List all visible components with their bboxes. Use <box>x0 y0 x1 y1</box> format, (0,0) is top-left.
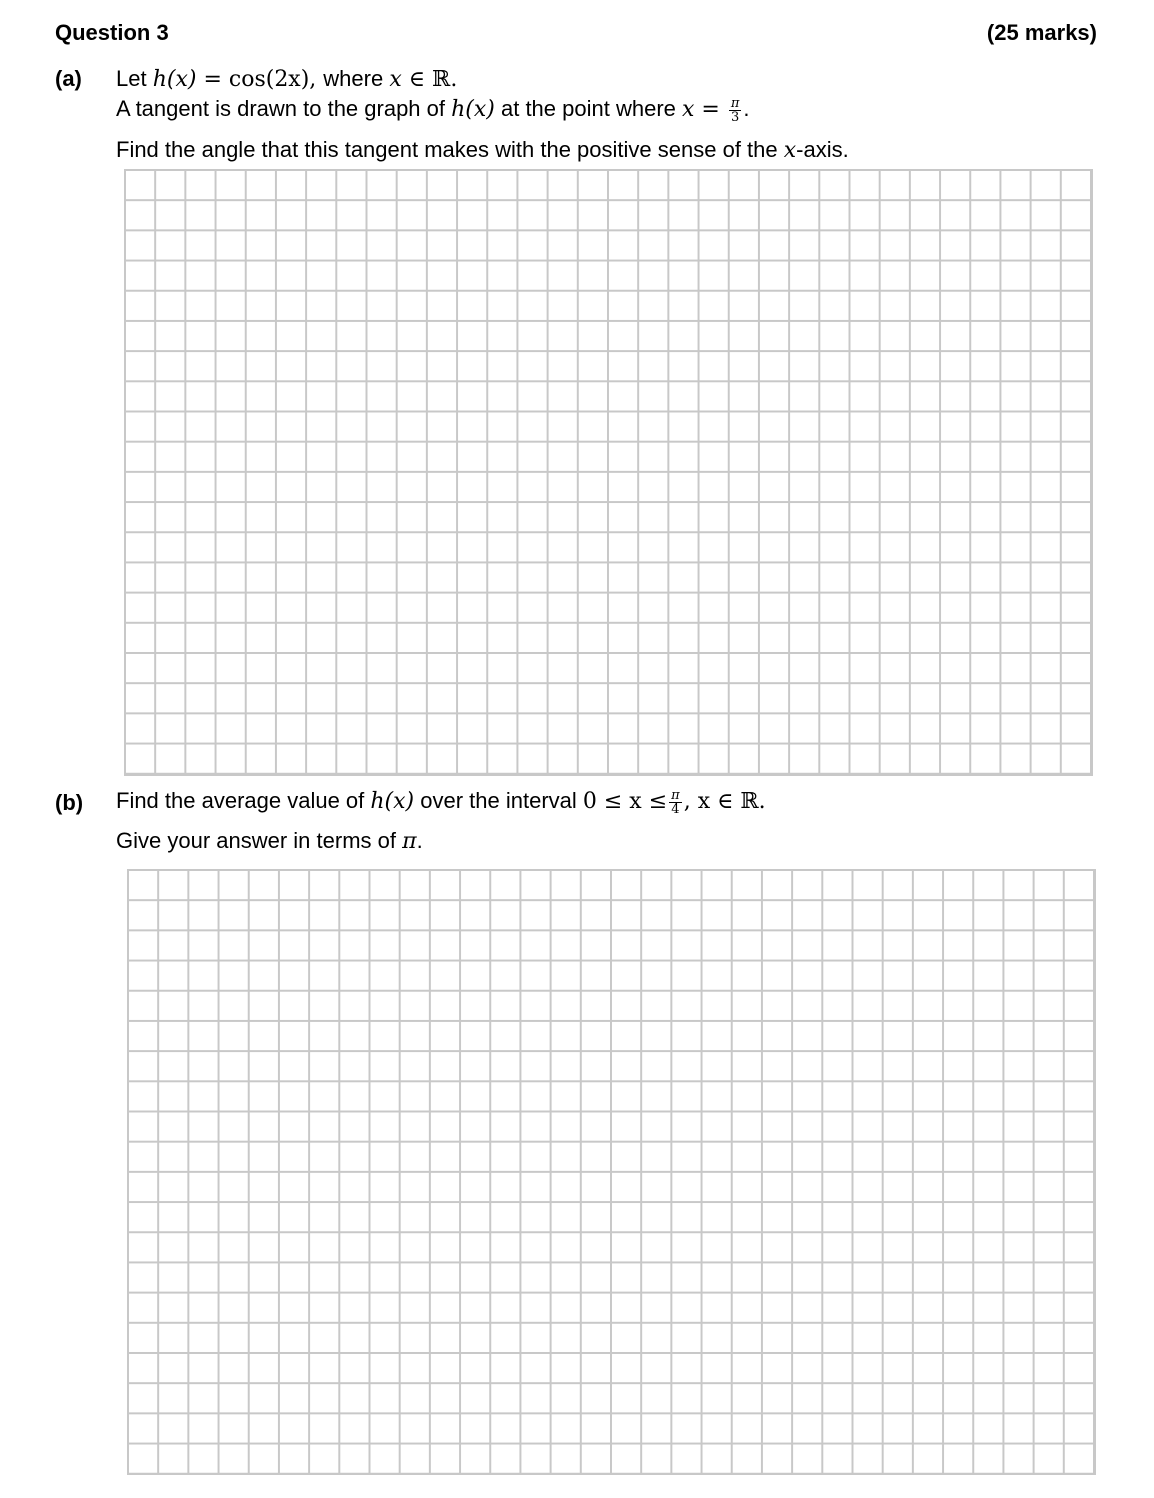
part-b-line1-text-2: over the interval <box>414 788 583 813</box>
part-a-line3-end: -axis. <box>796 137 849 162</box>
part-b-label: (b) <box>55 790 84 815</box>
part-b-line-2 <box>116 828 423 854</box>
part-b-line1-ineq: 0 ≤ x ≤ <box>582 789 668 814</box>
part-a-line1-var: x <box>389 67 402 92</box>
part-b-fraction <box>669 789 682 816</box>
part-a-line2-func: h(x) <box>451 97 495 122</box>
part-a-line-1 <box>116 66 457 92</box>
part-b-frac-den: 4 <box>671 801 680 817</box>
part-a-line-2 <box>116 96 750 124</box>
part-a-label: (a) <box>55 66 82 91</box>
part-a-line1-text-1: Let <box>116 66 153 91</box>
part-a-line1-set: ∈ ℝ. <box>401 67 458 92</box>
answer-grid-part-a[interactable] <box>124 169 1093 776</box>
question-title: Question 3 <box>55 20 169 45</box>
part-b-line2-pi: π <box>402 829 417 854</box>
part-a-fraction <box>729 97 742 124</box>
part-b-line2-text: Give your answer in terms of <box>116 828 403 853</box>
part-a-line2-var: x <box>682 97 695 122</box>
part-a-line3-var: x <box>783 138 797 163</box>
part-a-line1-func: h(x) <box>152 67 197 92</box>
part-a-line2-text-1: A tangent is drawn to the graph of <box>116 96 452 121</box>
part-b-line1-text-1: Find the average value of <box>116 788 371 813</box>
part-b-line1-func: h(x) <box>370 789 415 814</box>
part-b-line1-end: , x ∈ ℝ. <box>683 789 766 814</box>
part-a-line2-eq: = <box>694 97 727 122</box>
part-a-line1-text-2: where <box>323 66 390 91</box>
part-b-frac-num: π <box>671 787 680 803</box>
part-a-line1-eq: = cos(2x), <box>196 67 324 92</box>
part-a-line2-text-2: at the point where <box>494 96 682 121</box>
part-b-line2-end: . <box>416 828 423 853</box>
part-a-frac-num: π <box>730 95 740 111</box>
answer-grid-part-b[interactable] <box>127 869 1096 1475</box>
part-a-line2-end: . <box>743 96 750 121</box>
part-b-line-1 <box>116 788 766 816</box>
part-a-line-3 <box>116 137 849 163</box>
question-marks: (25 marks) <box>986 20 1097 45</box>
part-a-frac-den: 3 <box>730 109 740 125</box>
part-a-line3-text: Find the angle that this tangent makes with the positive sense of the <box>116 137 784 162</box>
